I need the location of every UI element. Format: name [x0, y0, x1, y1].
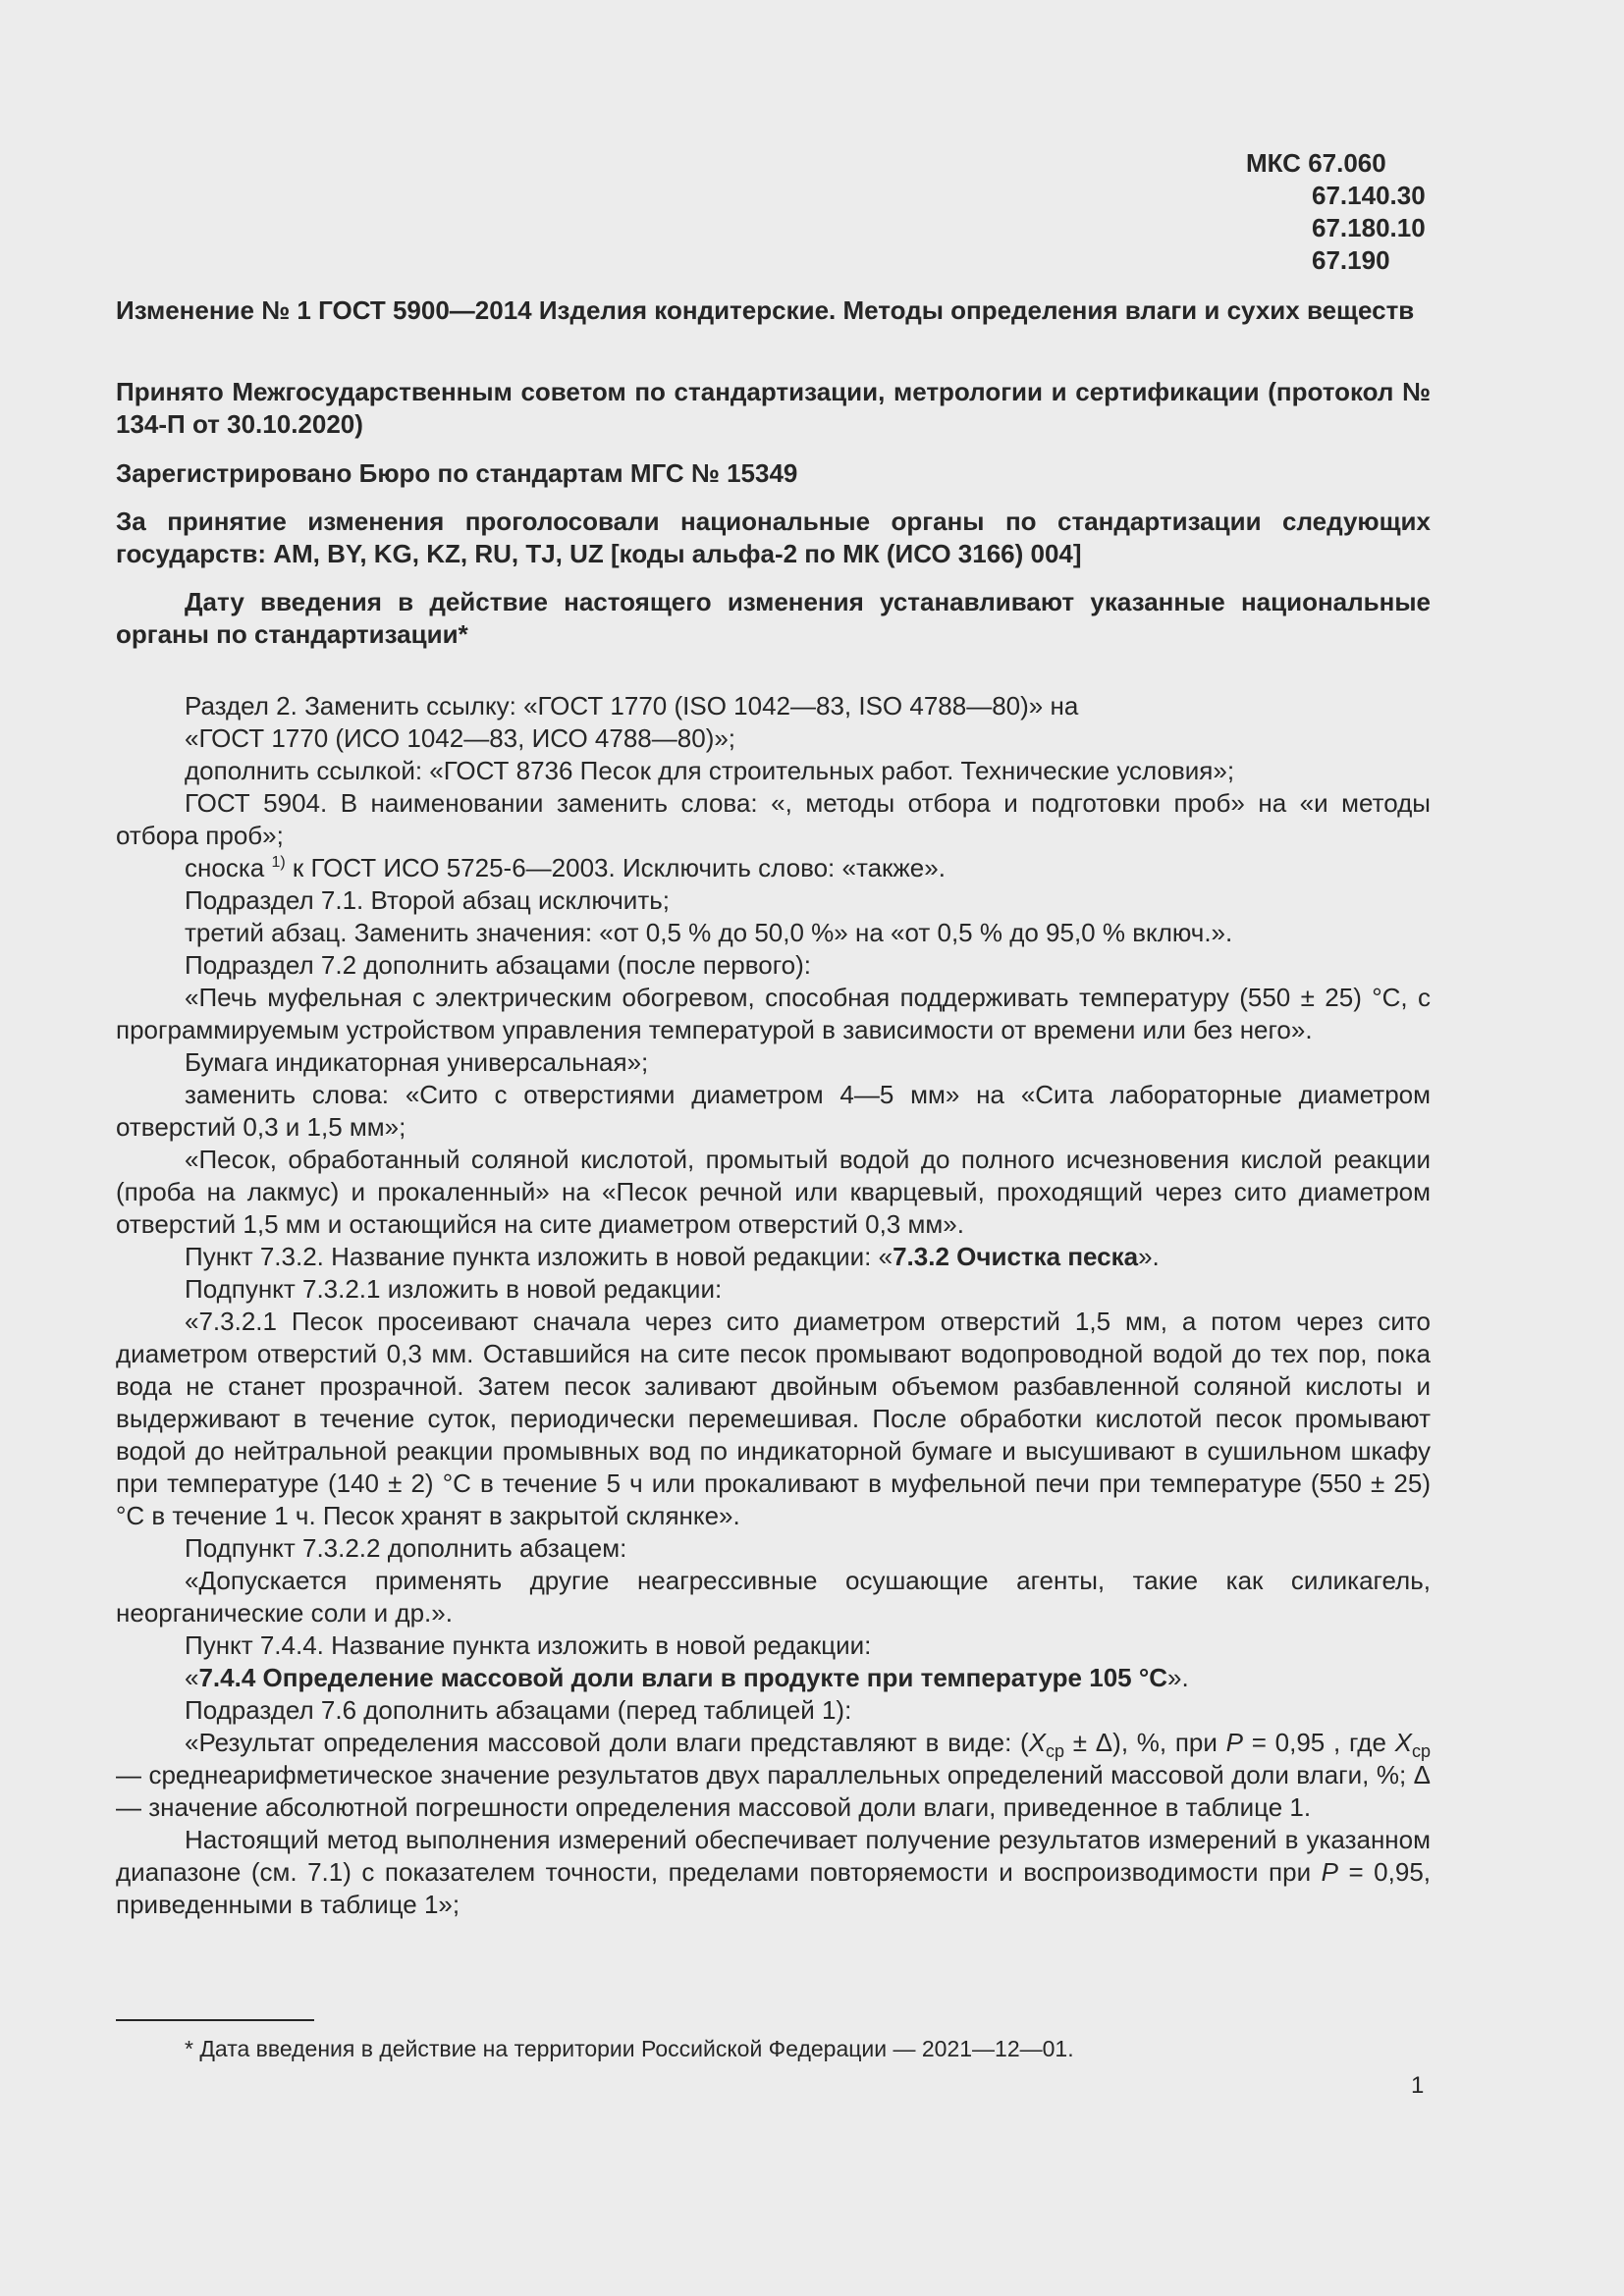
- paragraph: [116, 1727, 1431, 1824]
- text-span: ».: [1138, 1242, 1160, 1271]
- paragraph: Подпункт 7.3.2.2 дополнить абзацем:: [185, 1533, 627, 1563]
- page-number: 1: [1411, 2072, 1425, 2099]
- symbol-x: X: [1394, 1728, 1412, 1757]
- paragraph: Бумага индикаторная универсальная»;: [185, 1047, 649, 1077]
- mks-code-1: 67.060: [1308, 148, 1386, 178]
- text-span: «: [185, 1663, 199, 1692]
- footnote: * Дата введения в действие на территории Российской Федерации — 2021—12—01.: [185, 2036, 1074, 2061]
- voted-block: [116, 506, 1431, 570]
- text-span: «Результат определения массовой доли влаги представляют в виде: (: [185, 1728, 1029, 1757]
- voted-text: За принятие изменения проголосовали национальные органы по стандартизации следующих государств: AM, BY, KG, KZ, RU, TJ, UZ [коды альфа-2 по МК (ИСО 3166) 004]: [116, 507, 1431, 568]
- paragraph: «7.3.2.1 Песок просеивают сначала через сито диаметром отверстий 1,5 мм, а потом через сито диаметром отверстий 0,3 мм. Оставшийся на сите песок промывают водопроводной водой до тех пор, пока вода не станет прозрачной. Затем песок заливают двойным объемом разбавленной соляной кислоты и выдерживают в течение суток, периодически перемешивая. После обработки кислотой песок промывают водой до нейтральной реакции промывных вод по индикаторной бумаге и высушивают в сушильном шкафу при температуре (140 ± 2) °С в течение 5 ч или прокаливают в муфельной печи при температуре (550 ± 25) °С в течение 1 ч. Песок хранят в закрытой склянке».: [116, 1307, 1431, 1530]
- amendment-body: [116, 690, 1431, 1921]
- paragraph: Подраздел 7.2 дополнить абзацами (после первого):: [185, 950, 812, 980]
- text-span: — среднеарифметическое значение результатов двух параллельных определений массовой доли влаги, %; Δ — значение абсолютной погрешности определения массовой доли влаги, приведенное в таблице 1.: [116, 1760, 1431, 1822]
- subscript: ср: [1411, 1741, 1431, 1761]
- paragraph: [116, 852, 1431, 884]
- text-span: Настоящий метод выполнения измерений обеспечивает получение результатов измерений в указанном диапазоне (см. 7.1) с показателем точности, пределами повторяемости и воспроизводимости при: [116, 1825, 1431, 1887]
- paragraph: Подраздел 7.6 дополнить абзацами (перед таблицей 1):: [185, 1695, 852, 1725]
- effective-date-text: Дату введения в действие настоящего изменения устанавливают указанные национальные органы по стандартизации*: [116, 587, 1431, 649]
- paragraph: ГОСТ 5904. В наименовании заменить слова: «, методы отбора и подготовки проб» на «и методы отбора проб»;: [116, 788, 1431, 850]
- amendment-title: Изменение № 1 ГОСТ 5900—2014 Изделия кондитерские. Методы определения влаги и сухих веществ: [116, 295, 1415, 325]
- mks-code-3: 67.180.10: [1312, 213, 1426, 242]
- paragraph: «Допускается применять другие неагрессивные осушающие агенты, такие как силикагель, неорганические соли и др.».: [116, 1566, 1431, 1628]
- text-span: Пункт 7.3.2. Название пункта изложить в новой редакции: «: [185, 1242, 893, 1271]
- text-span: к ГОСТ ИСО 5725-6—2003. Исключить слово: «также».: [285, 853, 946, 882]
- amendment-title-block: [116, 294, 1431, 327]
- paragraph: Раздел 2. Заменить ссылку: «ГОСТ 1770 (ISO 1042—83, ISO 4788—80)» на: [185, 691, 1079, 721]
- mks-code-2: 67.140.30: [1312, 181, 1426, 210]
- symbol-p: P: [1225, 1728, 1243, 1757]
- paragraph: [116, 1824, 1431, 1921]
- adopted-text: Принято Межгосударственным советом по стандартизации, метрологии и сертификации (протокол № 134-П от 30.10.2020): [116, 377, 1431, 439]
- mks-label: МКС: [1246, 148, 1301, 178]
- paragraph: Подпункт 7.3.2.1 изложить в новой редакции:: [185, 1274, 723, 1304]
- subscript: ср: [1046, 1741, 1065, 1761]
- text-span: ».: [1167, 1663, 1189, 1692]
- bold-heading: 7.3.2 Очистка песка: [893, 1242, 1139, 1271]
- paragraph: заменить слова: «Сито с отверстиями диаметром 4—5 мм» на «Сита лабораторные диаметром отверстий 0,3 и 1,5 мм»;: [116, 1080, 1431, 1142]
- effective-date-block: [116, 586, 1431, 651]
- text-span: сноска: [185, 853, 272, 882]
- mks-codes: [1246, 147, 1433, 277]
- mks-code-4: 67.190: [1312, 245, 1390, 275]
- paragraph: [116, 1662, 1431, 1694]
- paragraph: «Печь муфельная с электрическим обогревом, способная поддерживать температуру (550 ± 25) °С, с программируемым устройством управления температурой в зависимости от времени или без него».: [116, 983, 1431, 1044]
- adopted-block: [116, 376, 1431, 441]
- footnote-ref: 1): [271, 854, 286, 871]
- paragraph: третий абзац. Заменить значения: «от 0,5 % до 50,0 %» на «от 0,5 % до 95,0 % включ.».: [185, 918, 1233, 947]
- paragraph: «Песок, обработанный соляной кислотой, промытый водой до полного исчезновения кислой реакции (проба на лакмус) и прокаленный» на «Песок речной или кварцевый, проходящий через сито диаметром отверстий 1,5 мм и остающийся на сите диаметром отверстий 0,3 мм».: [116, 1145, 1431, 1239]
- symbol-x: X: [1028, 1728, 1047, 1757]
- text-span: = 0,95, приведенными в таблице 1»;: [116, 1857, 1431, 1919]
- text-span: ± Δ), %, при: [1064, 1728, 1226, 1757]
- paragraph: [116, 1241, 1431, 1273]
- paragraph: Пункт 7.4.4. Название пункта изложить в новой редакции:: [185, 1630, 872, 1660]
- footnote-divider: [116, 2019, 314, 2021]
- paragraph: Подраздел 7.1. Второй абзац исключить;: [185, 885, 671, 915]
- symbol-p: P: [1321, 1857, 1338, 1887]
- text-span: = 0,95 , где: [1243, 1728, 1395, 1757]
- registered-block: [116, 457, 1431, 490]
- mks-line-1: [1246, 147, 1433, 180]
- bold-heading: 7.4.4 Определение массовой доли влаги в продукте при температуре 105 °С: [198, 1663, 1168, 1692]
- registered-text: Зарегистрировано Бюро по стандартам МГС № 15349: [116, 458, 798, 488]
- paragraph: «ГОСТ 1770 (ИСО 1042—83, ИСО 4788—80)»;: [185, 723, 736, 753]
- paragraph: дополнить ссылкой: «ГОСТ 8736 Песок для строительных работ. Технические условия»;: [185, 756, 1235, 785]
